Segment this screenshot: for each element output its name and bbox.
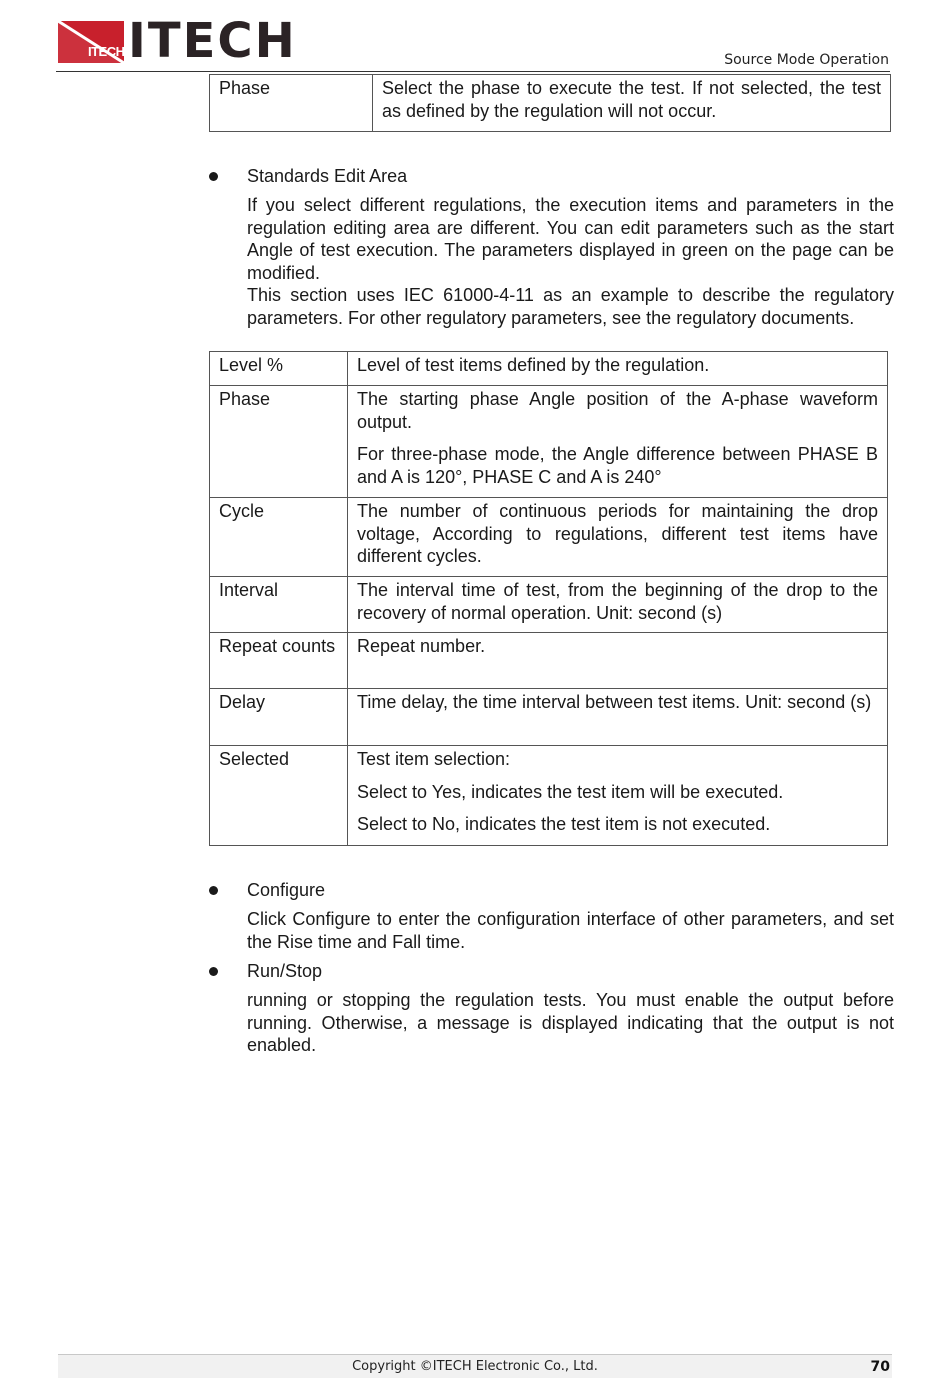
bullet-icon (209, 172, 218, 181)
parameter-name-cell: Selected (210, 746, 348, 846)
parameters-table-row (210, 352, 888, 386)
bullet-icon (209, 967, 218, 976)
parameters-table (209, 351, 888, 846)
parameter-name-cell: Phase (210, 75, 373, 132)
runstop-title: Run/Stop (247, 961, 323, 981)
description-paragraph: Repeat number. (357, 636, 486, 656)
section-title: Source Mode Operation (724, 52, 889, 68)
parameters-table-row (210, 689, 888, 746)
description-paragraph: Select to No, indicates the test item is not executed. (357, 814, 771, 834)
description-paragraph: Level of test items defined by the regulation. (357, 355, 710, 375)
parameter-name-cell: Delay (210, 689, 348, 746)
phase-table-row (210, 75, 891, 132)
description-paragraph: The number of continuous periods for maintaining the drop voltage, According to regulations, different test items have different cycles. (357, 501, 878, 566)
standards-paragraph: This section uses IEC 61000-4-11 as an example to describe the regulatory parameters. For other regulatory parameters, see the regulatory documents. (247, 285, 894, 328)
runstop-section (209, 960, 894, 1057)
parameter-name-cell: Interval (210, 577, 348, 633)
configure-body (247, 908, 894, 953)
itech-logo (58, 13, 297, 69)
parameter-description-cell (348, 746, 888, 846)
runstop-bullet (209, 960, 894, 989)
standards-paragraph: If you select different regulations, the execution items and parameters in the regulation editing area are different. You can edit parameters such as the start Angle of test execution. The parameters displayed in green on the page can be modified. (247, 195, 894, 283)
phase-table (209, 74, 891, 132)
configure-title: Configure (247, 880, 326, 900)
logo-badge-text: ITECH (88, 44, 125, 59)
description-paragraph: The starting phase Angle position of the A-phase waveform output. (357, 389, 878, 432)
parameters-table-row (210, 498, 888, 577)
description-paragraph: Test item selection: (357, 749, 511, 769)
page-number: 70 (870, 1359, 890, 1375)
parameter-description-cell (348, 386, 888, 498)
runstop-text: running or stopping the regulation tests. You must enable the output before running. Otherwise, a message is displayed indicating that the output is not enabled. (247, 990, 894, 1055)
configure-text: Click Configure to enter the configuration interface of other parameters, and set the Rise time and Fall time. (247, 909, 894, 952)
parameters-table-row (210, 746, 888, 846)
header-divider (56, 71, 890, 72)
parameters-table-row (210, 577, 888, 633)
description-paragraph: Time delay, the time interval between test items. Unit: second (s) (357, 692, 872, 712)
description-paragraph: For three-phase mode, the Angle difference between PHASE B and A is 120°, PHASE C and A is 240° (357, 444, 878, 487)
parameter-name-cell: Phase (210, 386, 348, 498)
parameter-description-cell (373, 75, 891, 132)
logo-wordmark: ITECH (128, 13, 297, 69)
parameter-name-cell: Cycle (210, 498, 348, 577)
description-paragraph: Select the phase to execute the test. If not selected, the test as defined by the regulation will not occur. (382, 78, 881, 121)
configure-section (209, 879, 894, 953)
runstop-body (247, 989, 894, 1057)
parameter-description-cell (348, 352, 888, 386)
configure-bullet (209, 879, 894, 908)
parameter-name-cell: Repeat counts (210, 633, 348, 689)
parameter-description-cell (348, 689, 888, 746)
description-paragraph: The interval time of test, from the beginning of the drop to the recovery of normal operation. Unit: second (s) (357, 580, 878, 623)
bullet-icon (209, 886, 218, 895)
parameters-table-row (210, 386, 888, 498)
parameter-description-cell (348, 577, 888, 633)
standards-title: Standards Edit Area (247, 166, 408, 186)
standards-edit-section (209, 165, 894, 329)
parameter-description-cell (348, 498, 888, 577)
description-paragraph: Select to Yes, indicates the test item will be executed. (357, 781, 784, 802)
standards-body (247, 194, 894, 329)
footer-copyright: Copyright ©ITECH Electronic Co., Ltd. (352, 1359, 598, 1374)
parameter-name-cell: Level % (210, 352, 348, 386)
parameters-table-row (210, 633, 888, 689)
standards-bullet (209, 165, 894, 194)
parameter-description-cell (348, 633, 888, 689)
